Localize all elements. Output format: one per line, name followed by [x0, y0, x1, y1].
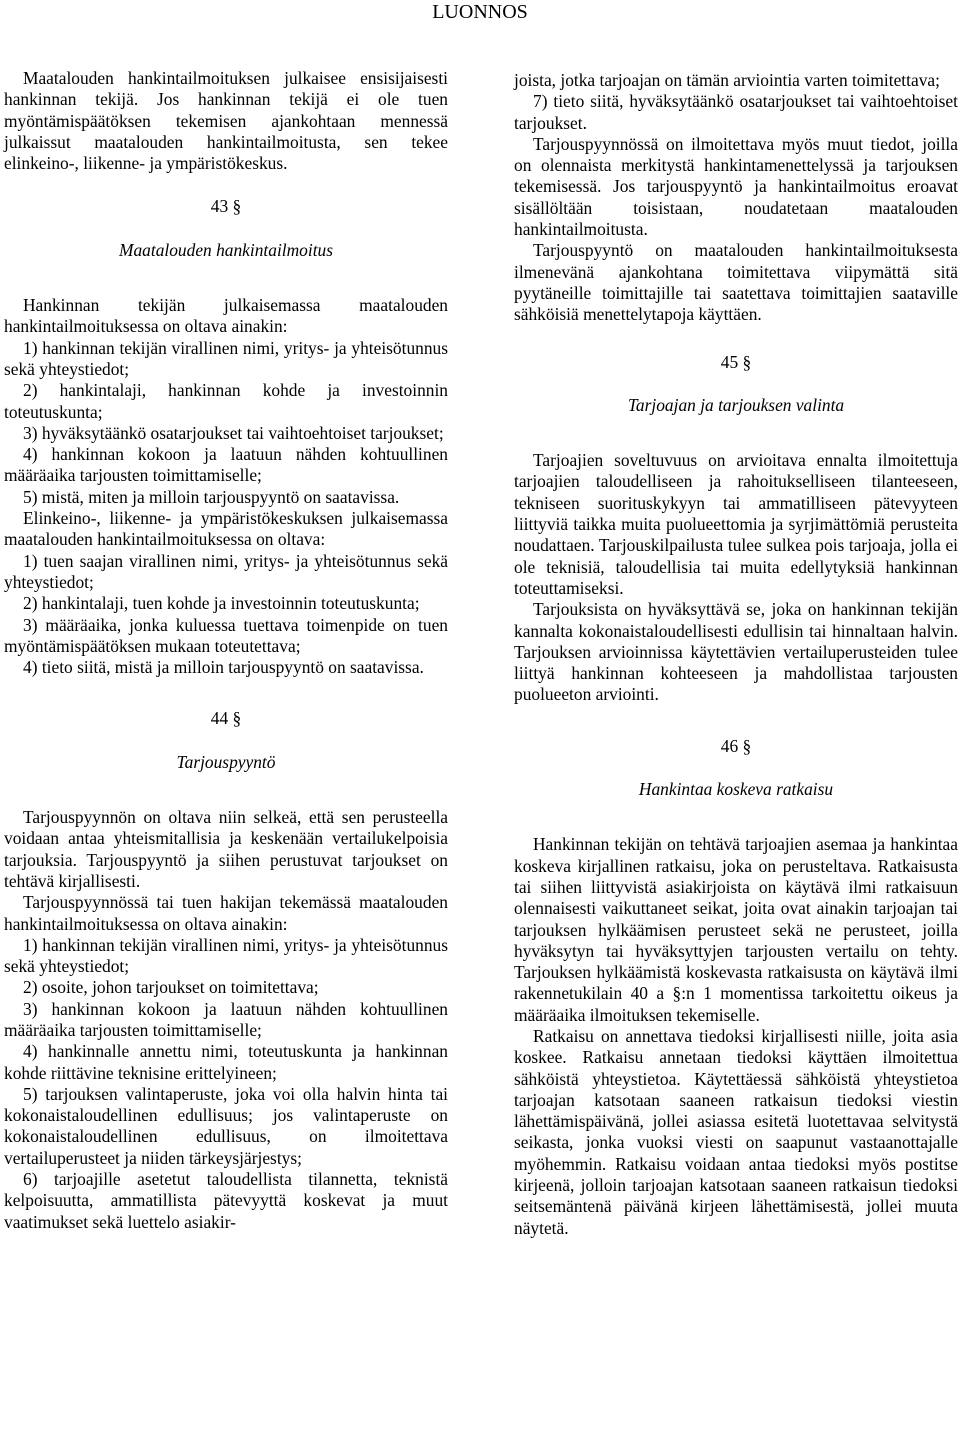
list-item: 3) määräaika, jonka kuluessa tuettava toimenpide on tuen myöntämispäätöksen mukaan toteutettava;	[4, 614, 448, 656]
section-45-paragraph-2: Tarjouksista on hyväksyttävä se, joka on hankinnan tekijän kannalta kokonaistaloudellisesti edullisin tai hinnaltaan halvin. Tarjouksen arvioinnissa käytettävien vertailuperusteiden tulee liittyä hankinnan kohteeseen ja mahdollistaa tarjousten puolueeton arviointi.	[514, 599, 958, 705]
section-44-title: Tarjouspyyntö	[176, 751, 276, 772]
list-item: 3) hyväksytäänkö osatarjoukset tai vaihtoehtoiset tarjoukset;	[23, 422, 444, 443]
list-item: 5) mistä, miten ja milloin tarjouspyyntö on saatavissa.	[23, 486, 400, 507]
list-item: 2) hankintalaji, tuen kohde ja investoinnin toteutuskunta;	[23, 593, 420, 614]
intro-paragraph: Maatalouden hankintailmoituksen julkaisee ensisijaisesti hankinnan tekijä. Jos hankinnan tekijä ei ole tuen myöntämispäätöksen tekemisen ajankohtaan mennessä julkaissut maatalouden hankintailmoitusta, sen tekee elinkeino-, liikenne- ja ympäristökeskus.	[4, 68, 448, 174]
list-item: 4) tieto siitä, mistä ja milloin tarjouspyyntö on saatavissa.	[23, 657, 424, 678]
page-header: LUONNOS	[432, 1, 528, 23]
section-45-title: Tarjoajan ja tarjouksen valinta	[627, 394, 845, 415]
list-item: 4) hankinnalle annettu nimi, toteutuskunta ja hankinnan kohde riittävine teknisine erittelyineen;	[4, 1041, 448, 1083]
list-item: 1) hankinnan tekijän virallinen nimi, yritys- ja yhteisötunnus sekä yhteystiedot;	[4, 337, 448, 379]
list-item: 1) tuen saajan virallinen nimi, yritys- ja yhteisötunnus sekä yhteystiedot;	[4, 550, 448, 592]
list-item: 7) tieto siitä, hyväksytäänkö osatarjoukset tai vaihtoehtoiset tarjoukset.	[514, 91, 958, 133]
list-item: 5) tarjouksen valintaperuste, joka voi olla halvin hinta tai kokonaistaloudellinen edullisuus; jos valintaperuste on kokonaistaloudellinen edullisuus, on ilmoitettava vertailuperusteet ja niiden tärkeysjärjestys;	[4, 1083, 448, 1168]
section-44-paragraph-3: Tarjouspyynnössä on ilmoitettava myös muut tiedot, joilla on olennaista merkitystä hankintamenettelyssä ja tarjouksen tekemisessä. Jos tarjouspyyntö ja hankintailmoitus eroavat sisällöltään toisistaan, noudatetaan maatalouden hankintailmoitusta.	[514, 133, 958, 240]
section-43-paragraph-2-lead: Elinkeino-, liikenne- ja ympäristökeskuksen julkaisemassa maatalouden hankintailmoituksessa on oltava:	[4, 508, 448, 550]
section-44-number: 44 §	[210, 708, 242, 729]
list-item: 4) hankinnan kokoon ja laatuun nähden kohtuullinen määräaika tarjousten toimittamiselle;	[4, 444, 448, 486]
section-46-number: 46 §	[720, 735, 752, 756]
section-43-paragraph-1-lead: Hankinnan tekijän julkaisemassa maatalouden hankintailmoituksessa on oltava ainakin:	[4, 295, 448, 337]
left-column	[4, 68, 448, 1233]
list-item: 1) hankinnan tekijän virallinen nimi, yritys- ja yhteisötunnus sekä yhteystiedot;	[4, 934, 448, 977]
section-44-paragraph-2-lead: Tarjouspyynnössä tai tuen hakijan tekemässä maatalouden hankintailmoituksessa on oltava ainakin:	[4, 892, 448, 934]
section-44-paragraph-4: Tarjouspyyntö on maatalouden hankintailmoituksesta ilmenevänä ajankohtana toimitettava viipymättä sitä pyytäneille toimittajille tai saatettava toimittajien saataville sähköisiä menettelytapoja käyttäen.	[514, 240, 958, 325]
right-column	[514, 70, 958, 1239]
list-item: 2) hankintalaji, hankinnan kohde ja investoinnin toteutuskunta;	[4, 380, 448, 422]
section-43-number: 43 §	[210, 196, 242, 217]
section-45-paragraph-1: Tarjoajien soveltuvuus on arvioitava ennalta ilmoitettuja tarjoajien taloudelliseen ja rahoitukselliseen tilanteeseen, tekniseen suorituskykyyn tai ammatilliseen pätevyyteen liittyviä taikka muita puolueettomia ja syrjimättömiä perusteita noudattaen. Tarjouskilpailusta tulee sulkea pois tarjoaja, jolla ei ole teknisiä, taloudellisia tai muita edellytyksiä hankinnan toteuttamiseksi.	[514, 450, 958, 598]
section-44-continued-text: joista, jotka tarjoajan on tämän arviointia varten toimitettava;	[514, 70, 940, 90]
list-item: 2) osoite, johon tarjoukset on toimitettava;	[23, 977, 319, 998]
list-item: 3) hankinnan kokoon ja laatuun nähden kohtuullinen määräaika tarjousten toimittamiselle;	[4, 998, 448, 1040]
list-item: 6) tarjoajille asetetut taloudellista tilannetta, teknistä kelpoisuutta, ammatillista pätevyyttä koskevat ja muut vaatimukset sekä luettelo asiakir-	[4, 1169, 448, 1232]
section-46-paragraph-1: Hankinnan tekijän on tehtävä tarjoajien asemaa ja hankintaa koskeva kirjallinen ratkaisu, joka on perusteltava. Ratkaisusta tai siihen liittyvistä asiakirjoista on käytävä ilmi ratkaisuun olennaisesti vaikuttaneet seikat, joita ovat ainakin tarjoajan tai tarjouksen hylkäämisen perusteet sekä ne perusteet, joilla hyväksytyn tai hyväksyttyjen tarjousten vertailu on tehty. Tarjouksen hylkäämistä koskevasta ratkaisusta on käytävä ilmi rakennetukilain 40 a §:n 1 momentissa tarkoitettu oikeus ja määräaika ilmoituksen tekemiselle.	[514, 834, 958, 1025]
section-44-paragraph-1: Tarjouspyynnön on oltava niin selkeä, että sen perusteella voidaan antaa yhteismitallisia ja keskenään vertailukelpoisia tarjouksia. Tarjouspyyntö ja siihen perustuvat tarjoukset on tehtävä kirjallisesti.	[4, 807, 448, 891]
section-46-paragraph-2: Ratkaisu on annettava tiedoksi kirjallisesti niille, joita asia koskee. Ratkaisu annetaan tiedoksi käyttäen ilmoitettua sähköistä yhteystietoa. Käytettäessä sähköistä yhteystietoa tarjoajan katsotaan saaneen ratkaisun tiedoksi viestin lähettämispäivänä, jollei asiassa esitetä luotettavaa selvitystä seikasta, jonka vuoksi viesti on saapunut vastaanottajalle myöhemmin. Ratkaisu voidaan antaa tiedoksi myös postitse kirjeenä, jolloin tarjoajan katsotaan saaneen ratkaisun tiedoksi seitsemäntenä päivänä kirjeen lähettämisestä, jollei muuta näytetä.	[514, 1025, 958, 1238]
section-43-title: Maatalouden hankintailmoitus	[119, 239, 333, 260]
section-46-title: Hankintaa koskeva ratkaisu	[638, 779, 834, 800]
section-45-number: 45 §	[720, 351, 752, 372]
